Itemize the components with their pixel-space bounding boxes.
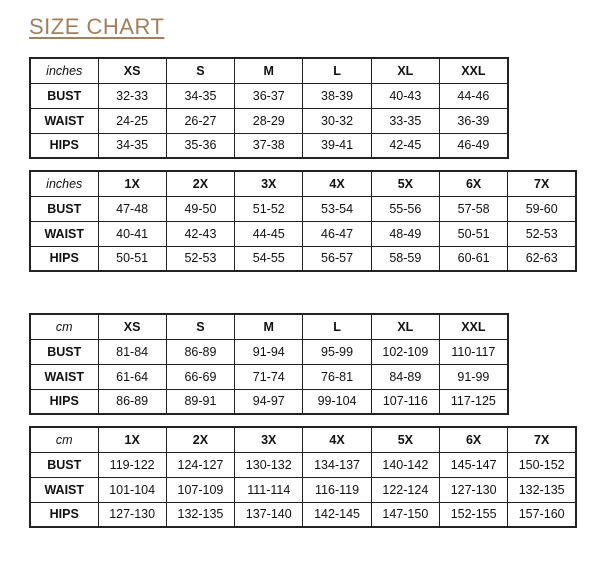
size-header: XS: [98, 314, 166, 339]
measurement-label: WAIST: [30, 364, 98, 389]
measurement-value: 42-43: [166, 221, 234, 246]
measurement-value: 61-64: [98, 364, 166, 389]
table-row: [30, 389, 508, 414]
measurement-value: 55-56: [371, 196, 439, 221]
size-header: XXL: [439, 314, 507, 339]
measurement-value: 35-36: [166, 133, 234, 158]
measurement-value: 132-135: [166, 502, 234, 527]
measurement-value: 56-57: [303, 246, 371, 271]
measurement-value: 94-97: [235, 389, 303, 414]
measurement-value: 49-50: [166, 196, 234, 221]
measurement-value: 50-51: [439, 221, 507, 246]
measurement-value: 110-117: [439, 339, 507, 364]
size-table-cm-plus: [29, 426, 577, 528]
measurement-value: 52-53: [166, 246, 234, 271]
measurement-value: 132-135: [508, 477, 576, 502]
measurement-value: 122-124: [371, 477, 439, 502]
measurement-value: 147-150: [371, 502, 439, 527]
measurement-value: 107-116: [371, 389, 439, 414]
measurement-value: 86-89: [98, 389, 166, 414]
measurement-value: 33-35: [371, 108, 439, 133]
measurement-value: 53-54: [303, 196, 371, 221]
measurement-value: 116-119: [303, 477, 371, 502]
measurement-value: 127-130: [439, 477, 507, 502]
measurement-value: 124-127: [166, 452, 234, 477]
size-header: XL: [371, 58, 439, 83]
table-row: [30, 196, 576, 221]
measurement-label: BUST: [30, 339, 98, 364]
measurement-value: 150-152: [508, 452, 576, 477]
measurement-label: BUST: [30, 196, 98, 221]
measurement-label: WAIST: [30, 477, 98, 502]
measurement-value: 44-46: [439, 83, 507, 108]
measurement-value: 42-45: [371, 133, 439, 158]
measurement-value: 99-104: [303, 389, 371, 414]
size-header: XXL: [439, 58, 507, 83]
size-header: S: [166, 314, 234, 339]
measurement-value: 50-51: [98, 246, 166, 271]
table-row: [30, 502, 576, 527]
unit-label: cm: [30, 314, 98, 339]
size-header: 1X: [98, 427, 166, 452]
table-row: [30, 108, 508, 133]
measurement-value: 47-48: [98, 196, 166, 221]
measurement-value: 140-142: [371, 452, 439, 477]
size-header: M: [235, 314, 303, 339]
measurement-value: 57-58: [439, 196, 507, 221]
unit-label: inches: [30, 171, 98, 196]
unit-label: inches: [30, 58, 98, 83]
measurement-value: 46-47: [303, 221, 371, 246]
measurement-value: 52-53: [508, 221, 576, 246]
measurement-value: 24-25: [98, 108, 166, 133]
size-header: 3X: [235, 171, 303, 196]
measurement-value: 117-125: [439, 389, 507, 414]
measurement-value: 40-43: [371, 83, 439, 108]
size-header: 2X: [166, 171, 234, 196]
measurement-value: 66-69: [166, 364, 234, 389]
measurement-value: 59-60: [508, 196, 576, 221]
measurement-value: 46-49: [439, 133, 507, 158]
measurement-value: 145-147: [439, 452, 507, 477]
table-row: [30, 339, 508, 364]
measurement-value: 142-145: [303, 502, 371, 527]
measurement-value: 62-63: [508, 246, 576, 271]
table-row: [30, 364, 508, 389]
size-header: L: [303, 314, 371, 339]
measurement-value: 157-160: [508, 502, 576, 527]
size-header: 6X: [439, 171, 507, 196]
measurement-value: 34-35: [98, 133, 166, 158]
size-header: 7X: [508, 427, 576, 452]
measurement-value: 40-41: [98, 221, 166, 246]
measurement-label: WAIST: [30, 108, 98, 133]
size-header: S: [166, 58, 234, 83]
measurement-label: BUST: [30, 452, 98, 477]
measurement-value: 111-114: [235, 477, 303, 502]
header-row: [30, 314, 508, 339]
measurement-value: 37-38: [235, 133, 303, 158]
measurement-value: 32-33: [98, 83, 166, 108]
table-row: [30, 452, 576, 477]
header-row: [30, 171, 576, 196]
measurement-value: 26-27: [166, 108, 234, 133]
size-table-cm-standard: [29, 313, 509, 415]
measurement-value: 91-94: [235, 339, 303, 364]
size-header: 5X: [371, 171, 439, 196]
size-header: 4X: [303, 171, 371, 196]
measurement-value: 84-89: [371, 364, 439, 389]
measurement-label: BUST: [30, 83, 98, 108]
measurement-label: HIPS: [30, 502, 98, 527]
measurement-value: 36-37: [235, 83, 303, 108]
measurement-value: 48-49: [371, 221, 439, 246]
measurement-value: 130-132: [235, 452, 303, 477]
measurement-value: 86-89: [166, 339, 234, 364]
measurement-value: 95-99: [303, 339, 371, 364]
size-header: 6X: [439, 427, 507, 452]
page-title: SIZE CHART: [29, 14, 165, 39]
measurement-value: 28-29: [235, 108, 303, 133]
measurement-value: 107-109: [166, 477, 234, 502]
size-header: 3X: [235, 427, 303, 452]
measurement-value: 34-35: [166, 83, 234, 108]
size-table-inches-standard: [29, 57, 509, 159]
table-row: [30, 133, 508, 158]
table-row: [30, 246, 576, 271]
measurement-value: 54-55: [235, 246, 303, 271]
size-header: 1X: [98, 171, 166, 196]
table-row: [30, 221, 576, 246]
measurement-value: 51-52: [235, 196, 303, 221]
size-header: XS: [98, 58, 166, 83]
measurement-value: 39-41: [303, 133, 371, 158]
measurement-label: WAIST: [30, 221, 98, 246]
measurement-value: 102-109: [371, 339, 439, 364]
size-header: M: [235, 58, 303, 83]
measurement-value: 76-81: [303, 364, 371, 389]
size-header: 4X: [303, 427, 371, 452]
size-header: 2X: [166, 427, 234, 452]
measurement-value: 30-32: [303, 108, 371, 133]
measurement-value: 71-74: [235, 364, 303, 389]
measurement-value: 119-122: [98, 452, 166, 477]
measurement-value: 60-61: [439, 246, 507, 271]
measurement-value: 36-39: [439, 108, 507, 133]
unit-label: cm: [30, 427, 98, 452]
size-header: 5X: [371, 427, 439, 452]
size-table-inches-plus: [29, 170, 577, 272]
measurement-value: 101-104: [98, 477, 166, 502]
measurement-label: HIPS: [30, 133, 98, 158]
measurement-value: 152-155: [439, 502, 507, 527]
measurement-value: 38-39: [303, 83, 371, 108]
measurement-value: 91-99: [439, 364, 507, 389]
measurement-value: 134-137: [303, 452, 371, 477]
measurement-value: 89-91: [166, 389, 234, 414]
size-header: 7X: [508, 171, 576, 196]
measurement-value: 58-59: [371, 246, 439, 271]
size-header: L: [303, 58, 371, 83]
measurement-value: 137-140: [235, 502, 303, 527]
header-row: [30, 427, 576, 452]
table-row: [30, 477, 576, 502]
measurement-value: 44-45: [235, 221, 303, 246]
measurement-value: 81-84: [98, 339, 166, 364]
measurement-label: HIPS: [30, 246, 98, 271]
measurement-label: HIPS: [30, 389, 98, 414]
header-row: [30, 58, 508, 83]
size-header: XL: [371, 314, 439, 339]
measurement-value: 127-130: [98, 502, 166, 527]
table-row: [30, 83, 508, 108]
